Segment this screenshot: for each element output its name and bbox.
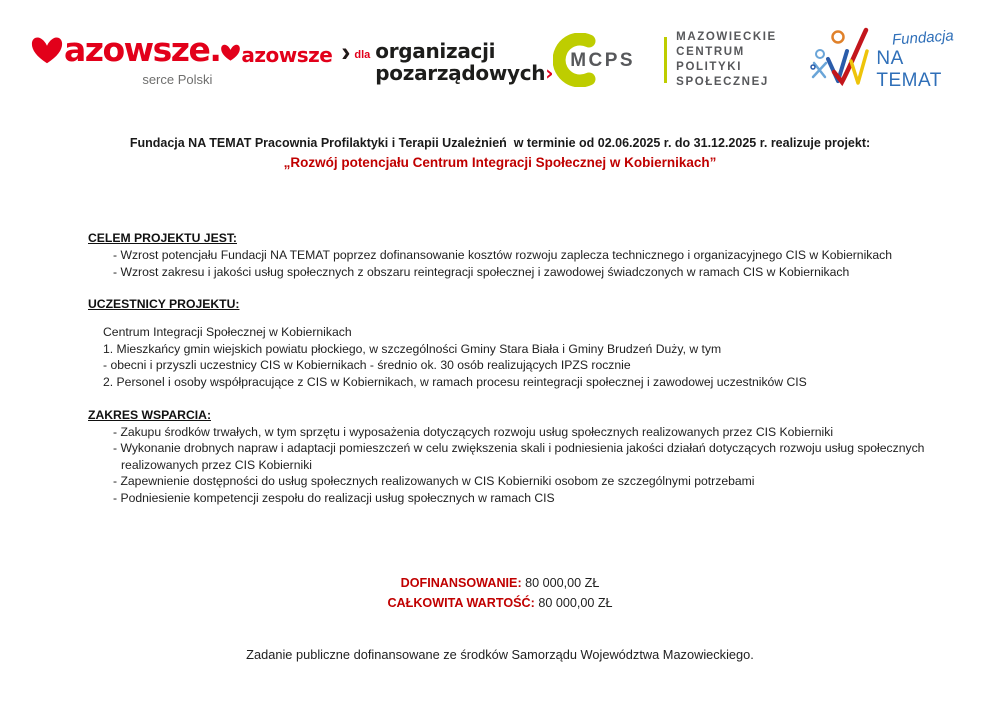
- list-item: - Wzrost potencjału Fundacji NA TEMAT poprzez dofinansowanie kosztów rozwoju zaplecza technicznego i organizacyjnego CIS w Kobiernikach: [113, 248, 893, 262]
- ngo-org-line1: organizacji: [375, 39, 496, 63]
- list-item: - obecni i przyszli uczestnicy CIS w Kobiernikach - średnio ok. 30 osób realizujących IPZS rocznie: [103, 358, 631, 373]
- mcps-logo: [553, 30, 810, 90]
- mcps-abbr: MCPS: [570, 50, 636, 71]
- logo-row: [30, 24, 968, 96]
- mazowsze-ngo-logo: [220, 36, 553, 84]
- list-item-continuation: realizowanych przez CIS Kobierniki: [121, 457, 313, 472]
- footer-text: Zadanie publiczne dofinansowane ze środków Samorządu Województwa Mazowieckiego.: [246, 647, 754, 662]
- list-item: - Wzrost zakresu i jakości usług społecznych z obszaru reintegracji społecznej i zawodowej świadczonych w ramach CIS w Kobiernikach: [113, 264, 850, 279]
- funding-row: [0, 574, 1000, 594]
- list-item: 2. Personel i osoby współpracujące z CIS w Kobiernikach, w ramach procesu reintegracji społecznej i zawodowej uczestników CIS: [103, 374, 807, 389]
- spacer: [88, 313, 945, 324]
- ngo-dla-text: dla: [354, 49, 371, 61]
- mazowsze-tagline: serce Polski: [142, 71, 213, 87]
- list-item: - Wykonanie drobnych napraw i adaptacji pomieszczeń w celu zwiększenia skali i podniesienia jakości działań dotyczących rozwoju usług społecznych: [113, 441, 925, 456]
- heart-m-icon: [30, 34, 64, 71]
- title-block: [0, 136, 1000, 170]
- mcps-name-line3: SPOŁECZNEJ: [676, 76, 769, 88]
- heart-m-icon: [220, 43, 241, 67]
- mcps-name-line2: CENTRUM POLITYKI: [676, 46, 745, 73]
- section-heading: CELEM PROJEKTU JEST:: [88, 231, 237, 245]
- ngo-org-text: [375, 40, 553, 84]
- section-zakres-wsparcia: [88, 407, 945, 507]
- funding-row: [0, 594, 1000, 614]
- list-item: Centrum Integracji Społecznej w Kobiernikach: [103, 325, 352, 340]
- funding-label: CAŁKOWITA WARTOŚĆ:: [387, 595, 535, 610]
- funding-value: 80 000,00 ZŁ: [525, 576, 600, 590]
- section-uczestnicy: [88, 296, 945, 390]
- natemat-line2: NA TEMAT: [876, 47, 942, 91]
- footer: [0, 647, 1000, 662]
- mazowsze-wordmark: [30, 29, 221, 71]
- dancing-figures-icon: [810, 27, 882, 94]
- project-title: „Rozwój potencjału Centrum Integracji Społecznej w Kobiernikach”: [283, 155, 717, 170]
- mcps-divider: [664, 37, 667, 83]
- ngo-wordmark-text: azowsze: [241, 43, 333, 67]
- ngo-wordmark: [220, 43, 332, 67]
- section-cel-projektu: [88, 230, 945, 280]
- mazowsze-wordmark-text: azowsze.: [64, 29, 221, 69]
- list-item: - Zapewnienie dostępności do usług społecznych realizowanych w CIS Kobierniki osobom ze szczególnymi potrzebami: [113, 474, 755, 489]
- natemat-line1: Fundacja: [891, 26, 955, 49]
- mcps-emblem: [553, 33, 655, 87]
- list-item: - Podniesienie kompetencji zespołu do realizacji usług społecznych w ramach CIS: [113, 490, 555, 505]
- project-intro: Fundacja NA TEMAT Pracownia Profilaktyki i Terapii Uzależnień w terminie od 02.06.2025 r. do 31.12.2025 r. realizuje projekt:: [129, 136, 871, 150]
- section-heading: ZAKRES WSPARCIA:: [88, 407, 211, 422]
- chevron-right-icon: ›: [545, 61, 554, 85]
- natemat-name: [876, 26, 968, 92]
- funding-label: DOFINANSOWANIE:: [400, 576, 522, 590]
- mcps-name-line1: MAZOWIECKIE: [676, 31, 777, 43]
- section-heading: UCZESTNICY PROJEKTU:: [88, 297, 240, 312]
- fundacja-na-temat-logo: [810, 27, 968, 94]
- mazowsze-logo: [30, 29, 221, 87]
- ngo-org-line2: pozarządowych: [375, 61, 546, 85]
- funding-block: [0, 574, 1000, 613]
- list-item: - Zakupu środków trwałych, w tym sprzętu i wyposażenia dotyczących rozwoju usług społecznych realizowanych przez CIS Kobierniki: [113, 424, 834, 439]
- content: [88, 230, 945, 507]
- funding-value: 80 000,00 ZŁ: [538, 595, 613, 610]
- list-item: 1. Mieszkańcy gmin wiejskich powiatu płockiego, w szczególności Gminy Stara Biała i Gminy Brudzeń Duży, w tym: [103, 341, 722, 356]
- mcps-name: [676, 30, 810, 90]
- double-chevron-icon: [341, 41, 349, 63]
